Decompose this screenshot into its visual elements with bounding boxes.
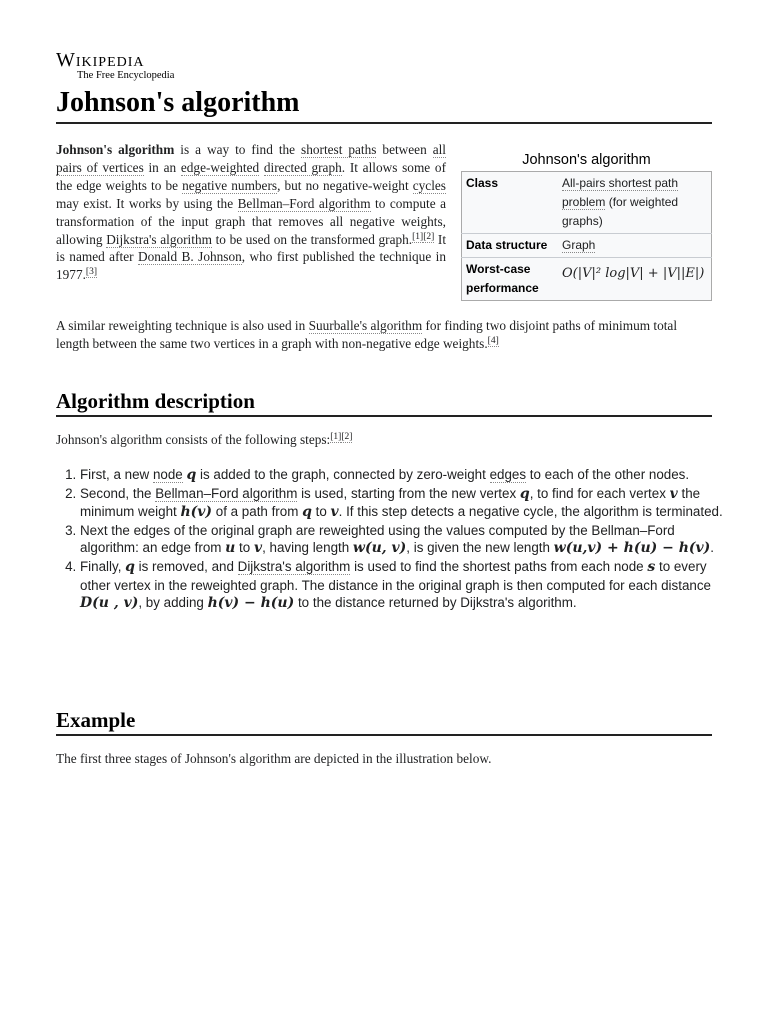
link-graph[interactable]: Graph — [562, 238, 596, 252]
infobox-label: Data structure — [462, 234, 559, 258]
text-run: , who first published the technique in 1977. — [56, 249, 446, 283]
infobox-row-data-structure — [462, 234, 712, 258]
ref-2[interactable] — [341, 432, 352, 443]
math-expr: w(u,v) + h(u) − h(v) — [553, 540, 711, 557]
logo-tagline: The Free Encyclopedia — [77, 70, 175, 81]
ref-link[interactable]: [3] — [85, 267, 97, 278]
math-var: u — [225, 540, 236, 557]
list-item — [80, 522, 730, 558]
link-suurballe[interactable]: Suurballe's algorithm — [308, 318, 423, 333]
infobox-table — [461, 171, 712, 301]
text-run: may exist. It works by using the — [56, 195, 238, 211]
ref-1[interactable] — [412, 232, 423, 243]
text-run: is used to find the shortest paths from each node — [350, 558, 648, 574]
text-run: to every other vertex in the reweighted graph. The distance in the original graph is then computed for each distance — [80, 558, 711, 593]
link-bellman-ford[interactable]: Bellman–Ford algorithm — [237, 195, 371, 211]
text-run: . It allows some of the edge weights to be — [56, 159, 447, 193]
infobox-value — [558, 234, 712, 258]
math-expr: h(v) − h(u) — [207, 595, 295, 612]
math-var: q — [302, 504, 312, 521]
link-donald-johnson[interactable]: Donald B. Johnson — [137, 249, 242, 265]
steps-list — [56, 466, 730, 613]
math-expr: D(u , v) — [80, 595, 139, 612]
link-shortest-paths[interactable]: shortest paths — [301, 142, 377, 157]
infobox-complexity: O(|V|² log|V| + |V||E|) — [558, 258, 712, 301]
text-run: Finally, — [80, 558, 126, 574]
infobox-row-worst-case — [462, 258, 712, 301]
link-bellman-ford-step[interactable]: Bellman–Ford algorithm — [155, 485, 298, 501]
text-run: , having length — [262, 540, 353, 556]
text-run: the minimum weight — [80, 485, 701, 520]
text-run: A similar reweighting technique is also used in — [56, 318, 309, 333]
text-run: , but no negative-weight — [277, 177, 413, 193]
text-run: , by adding — [138, 595, 208, 611]
example-paragraph: The first three stages of Johnson's algorithm are depicted in the illustration below. — [56, 751, 492, 766]
text-run: to the distance returned by Dijkstra's algorithm. — [294, 595, 577, 611]
math-var: s — [647, 558, 656, 575]
list-item — [80, 485, 730, 522]
text-run: to — [311, 504, 331, 520]
text-run: of a path from — [212, 504, 303, 520]
text-run: to each of the other nodes. — [526, 467, 690, 482]
text-run: , is given the new length — [406, 540, 554, 556]
text-run: Johnson's algorithm consists of the following steps: — [56, 432, 331, 447]
ref-2[interactable] — [423, 232, 434, 243]
text-run: (for weighted graphs) — [562, 195, 679, 228]
ref-link[interactable]: [4] — [487, 335, 499, 346]
wikipedia-logo[interactable] — [56, 50, 712, 86]
text-run: between — [376, 142, 433, 157]
infobox-value — [558, 172, 712, 234]
link-node[interactable]: node — [152, 467, 183, 482]
text-run: is a way to find the — [174, 142, 302, 157]
math-var: v — [669, 485, 678, 502]
ref-3[interactable] — [86, 267, 97, 278]
text-run: is used, starting from the new vertex — [297, 485, 520, 501]
section-heading-example: Example — [56, 707, 712, 736]
text-run: Second, the — [80, 485, 156, 501]
text-run: for finding two disjoint paths of minimum total length between the same two vertices in a graph with non-negative edge weights. — [56, 318, 678, 351]
ref-link[interactable]: [1] — [412, 231, 424, 242]
text-run: . — [710, 540, 715, 556]
math-var: v — [330, 504, 339, 521]
text-run: to compute a transformation of the input graph that removes all negative weights, allowing — [56, 195, 446, 247]
link-all-pairs-problem[interactable]: All-pairs shortest path problem — [562, 176, 679, 209]
math-expr: h(v) — [180, 504, 213, 521]
infobox-label: Worst-case performance — [462, 258, 559, 301]
link-all-pairs[interactable]: all pairs of vertices — [56, 142, 446, 175]
text-run: is removed, and — [134, 558, 238, 574]
link-edges[interactable]: edges — [489, 467, 527, 482]
paragraph-suurballe — [56, 317, 712, 353]
math-var: q — [125, 558, 135, 575]
steps-intro — [56, 431, 712, 449]
math-var: q — [519, 485, 530, 502]
text-run: It is named after — [56, 231, 447, 265]
text-run: is added to the graph, connected by zero-weight — [196, 467, 490, 482]
text-run: in an — [143, 159, 181, 175]
text-run: Next the edges of the original graph are reweighted using the values computed by the Bellman–Ford algorithm: an edge from — [80, 522, 675, 556]
link-dijkstra[interactable]: Dijkstra's algorithm — [106, 231, 212, 247]
infobox-label: Class — [466, 176, 499, 190]
section-heading-description: Algorithm description — [56, 388, 712, 417]
math-var: q — [186, 467, 197, 483]
text-run: . If this step detects a negative cycle, the algorithm is terminated. — [338, 504, 723, 520]
lead-term: Johnson's algorithm — [56, 142, 175, 157]
text-run: First, a new — [80, 467, 153, 482]
math-expr: w(u, v) — [352, 540, 407, 557]
ref-link[interactable]: [2] — [341, 432, 353, 442]
link-directed-graph[interactable]: directed graph — [263, 159, 342, 175]
link-cycles[interactable]: cycles — [412, 177, 446, 193]
ref-1[interactable] — [330, 432, 341, 443]
logo-wordmark: Wikipedia — [56, 49, 145, 71]
ref-link[interactable]: [1] — [330, 432, 342, 442]
infobox-title: Johnson's algorithm — [522, 152, 651, 168]
link-negative-numbers[interactable]: negative numbers — [182, 177, 278, 193]
infobox-row-class — [462, 172, 712, 234]
link-edge-weighted[interactable]: edge-weighted — [180, 159, 260, 175]
text-run: , to find for each vertex — [529, 485, 670, 501]
infobox — [461, 149, 712, 301]
list-item — [80, 466, 730, 485]
text-run: to — [235, 540, 254, 556]
list-item — [80, 558, 730, 613]
intro-paragraph — [56, 141, 446, 284]
ref-4[interactable] — [488, 336, 499, 347]
text-run: to be used on the transformed graph. — [211, 231, 413, 247]
page-title: Johnson's algorithm — [56, 86, 712, 124]
link-dijkstra-step[interactable]: Dijkstra's algorithm — [237, 558, 351, 574]
math-var: v — [253, 540, 263, 557]
article — [56, 49, 723, 766]
ref-link[interactable]: [2] — [423, 231, 435, 242]
